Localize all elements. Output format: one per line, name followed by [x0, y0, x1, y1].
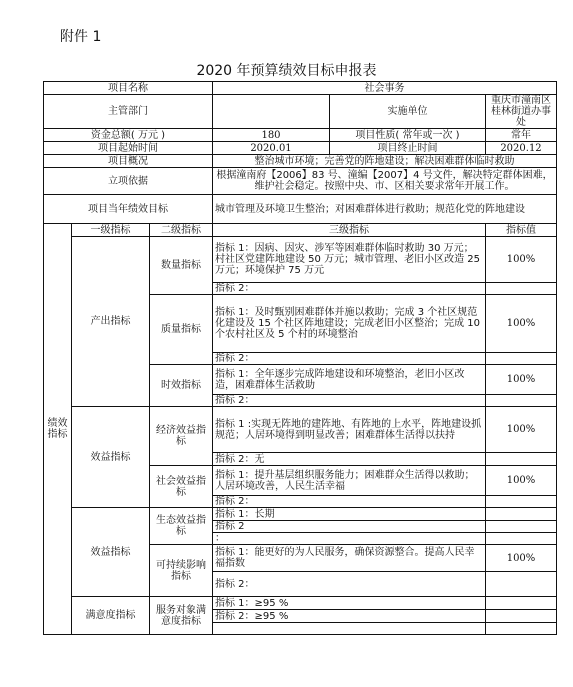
quantity-indicator-1-value: 100% [486, 237, 557, 283]
timeliness-indicator-1: 指标 1：全年逐步完成阵地建设和环境整治，老旧小区改造，困难群体生活救助 [213, 365, 486, 395]
dept-label: 主管部门 [44, 95, 213, 129]
header-level3: 三级指标 [213, 224, 486, 237]
economic-indicator-label: 经济效益指标 [150, 407, 213, 466]
quantity-indicator-2: 指标 2： [213, 283, 486, 295]
header-level1: 一级指标 [72, 224, 150, 237]
nature-label: 项目性质( 常年或一次 ) [330, 129, 486, 142]
attachment-label: 附件 1 [60, 29, 102, 45]
quality-indicator-1: 指标 1：及时甄别困难群体并施以救助；完成 3 个社区规范化建设及 15 个社区阵地建设；完成老旧小区整治；完成 10 个农村社区及 5 个村的环境整治 [213, 295, 486, 353]
goal-label: 项目当年绩效目标 [44, 195, 213, 224]
basis-label: 立项依据 [44, 168, 213, 195]
satisfaction-indicator-3 [213, 623, 486, 635]
effect2-indicator-label: 效益指标 [72, 508, 150, 597]
satisfaction-indicator-2-value [486, 610, 557, 623]
header-level2: 二级指标 [150, 224, 213, 237]
economic-indicator-2-value [486, 453, 557, 466]
eco-indicator-3-value [486, 533, 557, 545]
sustain-indicator-1-value: 100% [486, 545, 557, 572]
satisfaction-indicator-1-value [486, 597, 557, 610]
quality-indicator-2: 指标 2： [213, 353, 486, 365]
project-name-label: 项目名称 [44, 82, 213, 95]
impl-value: 重庆市潼南区桂林街道办事处 [486, 95, 557, 129]
quality-indicator-label: 质量指标 [150, 295, 213, 365]
end-label: 项目终止时间 [330, 142, 486, 155]
dept-value [213, 95, 330, 129]
basis-value: 根据潼南府【2006】83 号、潼编【2007】4 号文件，解决特定群体困难，维护社会稳定。按照中央、市、区相关要求常年开展工作。 [213, 168, 557, 195]
sustain-indicator-1: 指标 1：能更好的为人民服务，确保资源整合。提高人民幸福指数 [213, 545, 486, 572]
satisfaction-sub-label: 服务对象满意度指标 [150, 597, 213, 635]
eco-indicator-2-value [486, 521, 557, 533]
funds-value: 180 [213, 129, 330, 142]
satisfaction-indicator-label: 满意度指标 [72, 597, 150, 635]
output-indicator-label: 产出指标 [72, 237, 150, 407]
timeliness-indicator-2-value [486, 395, 557, 407]
satisfaction-indicator-2: 指标 2：≥95 % [213, 610, 486, 623]
satisfaction-indicator-3-value [486, 623, 557, 635]
economic-indicator-2: 指标 2：无 [213, 453, 486, 466]
quality-indicator-2-value [486, 353, 557, 365]
start-label: 项目起始时间 [44, 142, 213, 155]
economic-indicator-1: 指标 1 :实现无阵地的建阵地、有阵地的上水平，阵地建设抓规范；人居环境得到明显改善；困难群体生活得以扶持 [213, 407, 486, 453]
form-title: 2020 年预算绩效目标申报表 [196, 63, 377, 79]
eco-indicator-1: 指标 1：长期 [213, 508, 486, 521]
eco-indicator-1-value [486, 508, 557, 521]
impl-label: 实施单位 [330, 95, 486, 129]
goal-value: 城市管理及环境卫生整治；对困难群体进行救助；规范化党的阵地建设 [213, 195, 557, 224]
header-value: 指标值 [486, 224, 557, 237]
sustain-indicator-2: 指标 2： [213, 572, 486, 597]
project-name-value: 社会事务 [213, 82, 557, 95]
nature-value: 常年 [486, 129, 557, 142]
quantity-indicator-2-value [486, 283, 557, 295]
timeliness-indicator-1-value: 100% [486, 365, 557, 395]
timeliness-indicator-2: 指标 2： [213, 395, 486, 407]
performance-section-label: 绩效指标 [44, 224, 72, 635]
start-value: 2020.01 [213, 142, 330, 155]
quality-indicator-1-value: 100% [486, 295, 557, 353]
funds-label: 资金总额( 万元 ) [44, 129, 213, 142]
social-indicator-2: 指标 2： [213, 496, 486, 508]
economic-indicator-1-value: 100% [486, 407, 557, 453]
quantity-indicator-1: 指标 1：因病、因灾、涉军等困难群体临时救助 30 万元；村社区党建阵地建设 50 万元；城市管理、老旧小区改造 25 万元；环境保护 75 万元 [213, 237, 486, 283]
quantity-indicator-label: 数量指标 [150, 237, 213, 295]
timeliness-indicator-label: 时效指标 [150, 365, 213, 407]
eco-indicator-label: 生态效益指标 [150, 508, 213, 545]
social-indicator-label: 社会效益指标 [150, 466, 213, 508]
overview-label: 项目概况 [44, 155, 213, 168]
social-indicator-2-value [486, 496, 557, 508]
satisfaction-indicator-1: 指标 1：≥95 % [213, 597, 486, 610]
sustain-indicator-label: 可持续影响指标 [150, 545, 213, 597]
eco-indicator-3: ： [213, 533, 486, 545]
effect-indicator-label: 效益指标 [72, 407, 150, 508]
eco-indicator-2: 指标 2 [213, 521, 486, 533]
budget-performance-table [43, 81, 557, 635]
sustain-indicator-2-value [486, 572, 557, 597]
social-indicator-1: 指标 1：提升基层组织服务能力；困难群众生活得以救助；人居环境改善，人民生活幸福 [213, 466, 486, 496]
social-indicator-1-value: 100% [486, 466, 557, 496]
end-value: 2020.12 [486, 142, 557, 155]
overview-value: 整治城市环境；完善党的阵地建设；解决困难群体临时救助 [213, 155, 557, 168]
